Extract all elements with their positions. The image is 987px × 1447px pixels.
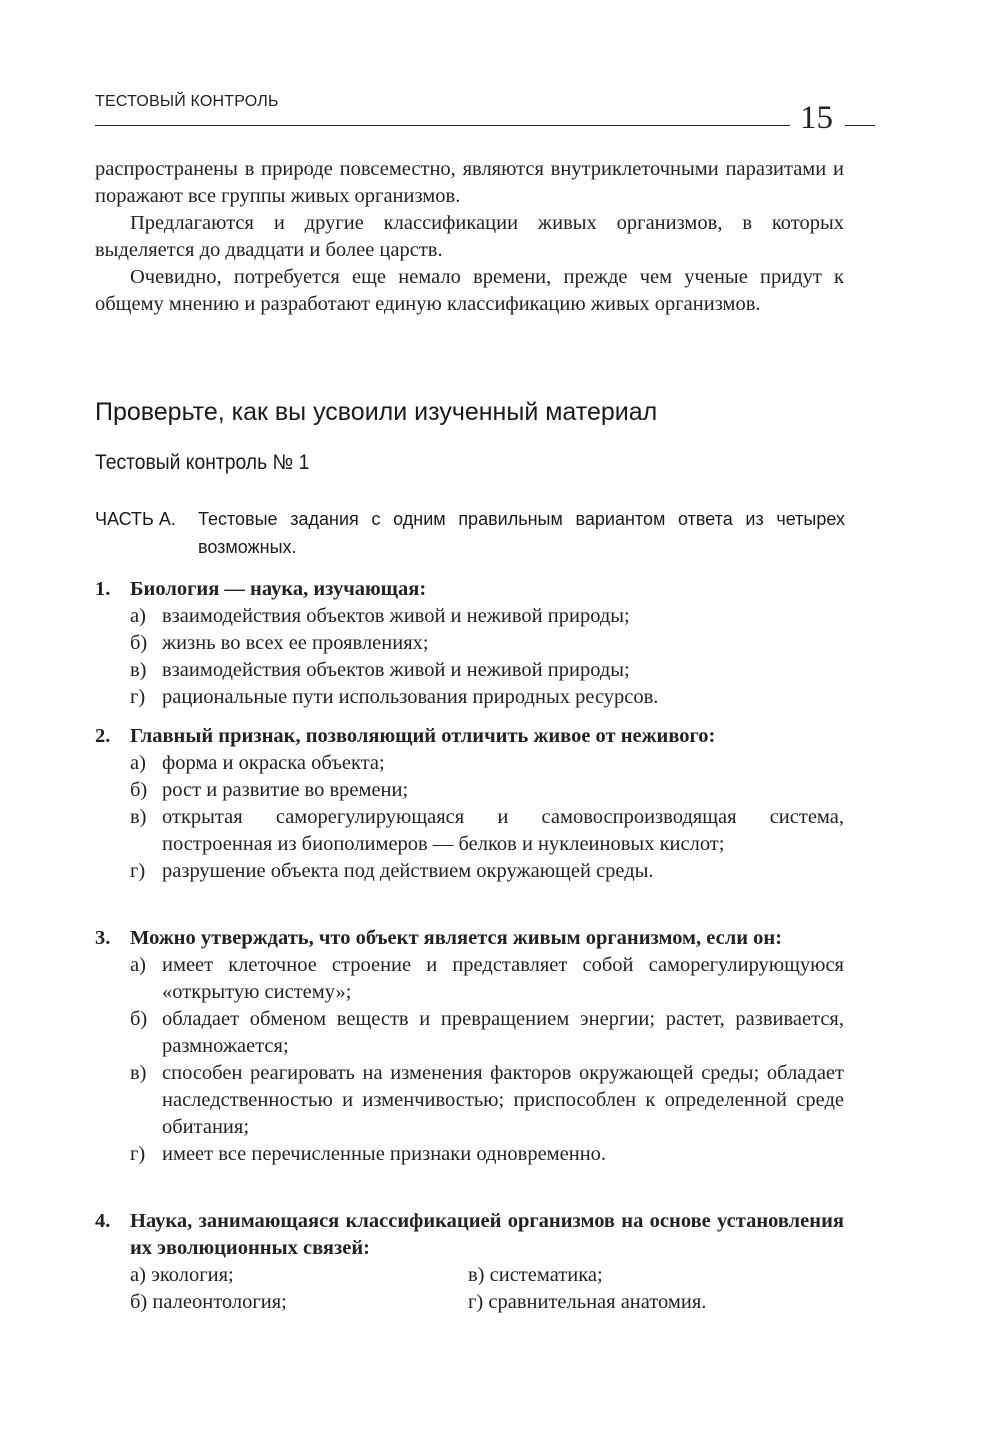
- question-number: 1.: [95, 578, 111, 600]
- answer-option: б) жизнь во всех ее проявлениях;: [130, 632, 429, 654]
- answer-options-grid: [95, 1262, 844, 1316]
- header-rule: [95, 125, 790, 126]
- intro-paragraph-2: Предлагаются и другие классификации живых организмов, в которых выделяется до двадцати и более царств.: [95, 212, 844, 261]
- answer-option: а) имеет клеточное строение и представляет собой саморегулирующуюся «открытую систему»;: [130, 954, 844, 1003]
- answer-option: б) палеонтология;: [130, 1291, 287, 1313]
- section-heading: Проверьте, как вы усвоили изученный материал: [95, 398, 658, 426]
- answer-option: а) взаимодействия объектов живой и неживой природы;: [130, 605, 630, 627]
- question-number: 2.: [95, 725, 111, 747]
- answer-option: г) имеет все перечисленные признаки одновременно.: [130, 1143, 607, 1165]
- part-a-label: ЧАСТЬ А.: [95, 509, 176, 529]
- question-number: 3.: [95, 927, 111, 949]
- answer-option: в) взаимодействия объектов живой и неживой природы;: [130, 659, 630, 681]
- question-text: Главный признак, позволяющий отличить живое от неживого:: [130, 725, 716, 747]
- question-text: Можно утверждать, что объект является живым организмом, если он:: [130, 927, 783, 949]
- answer-option: б) рост и развитие во времени;: [130, 779, 409, 801]
- answer-option: в) открытая саморегулирующаяся и самовоспроизводящая система, построенная из биополимеров — белков и нуклеиновых кислот;: [130, 806, 844, 855]
- running-header: ТЕСТОВЫЙ КОНТРОЛЬ: [95, 93, 279, 110]
- question-2: [95, 723, 844, 885]
- answer-option: г) сравнительная анатомия.: [468, 1291, 707, 1313]
- question-text: Наука, занимающаяся классификацией организмов на основе установления их эволюционных связей:: [130, 1210, 844, 1259]
- part-a-text: Тестовые задания с одним правильным вариантом ответа из четырех возможных.: [198, 509, 845, 557]
- answer-option: а) экология;: [130, 1264, 234, 1286]
- page-number: 15: [800, 100, 833, 136]
- answer-option: г) разрушение объекта под действием окружающей среды.: [130, 860, 654, 882]
- intro-paragraph-3: Очевидно, потребуется еще немало времени, прежде чем ученые придут к общему мнению и разработают единую классификацию живых организмов.: [95, 266, 844, 315]
- question-4: [95, 1208, 844, 1316]
- answer-option: в) способен реагировать на изменения факторов окружающей среды; обладает наследственностью и изменчивостью; приспособлен к определенной среде обитания;: [130, 1062, 844, 1138]
- answer-option: г) рациональные пути использования природных ресурсов.: [130, 686, 659, 708]
- test-title: Тестовый контроль № 1: [95, 451, 310, 474]
- page-number-rule: [845, 125, 875, 126]
- question-text: Биология — наука, изучающая:: [130, 578, 427, 600]
- intro-text: [95, 156, 844, 318]
- intro-paragraph-1: распространены в природе повсеместно, являются внутриклеточными паразитами и поражают все группы живых организмов.: [95, 158, 844, 207]
- answer-option: а) форма и окраска объекта;: [130, 752, 385, 774]
- question-1: [95, 576, 844, 711]
- answer-option: б) обладает обменом веществ и превращением энергии; растет, развивается, размножается;: [130, 1008, 844, 1057]
- question-number: 4.: [95, 1210, 111, 1232]
- question-3: [95, 925, 844, 1168]
- answer-option: в) систематика;: [468, 1264, 603, 1286]
